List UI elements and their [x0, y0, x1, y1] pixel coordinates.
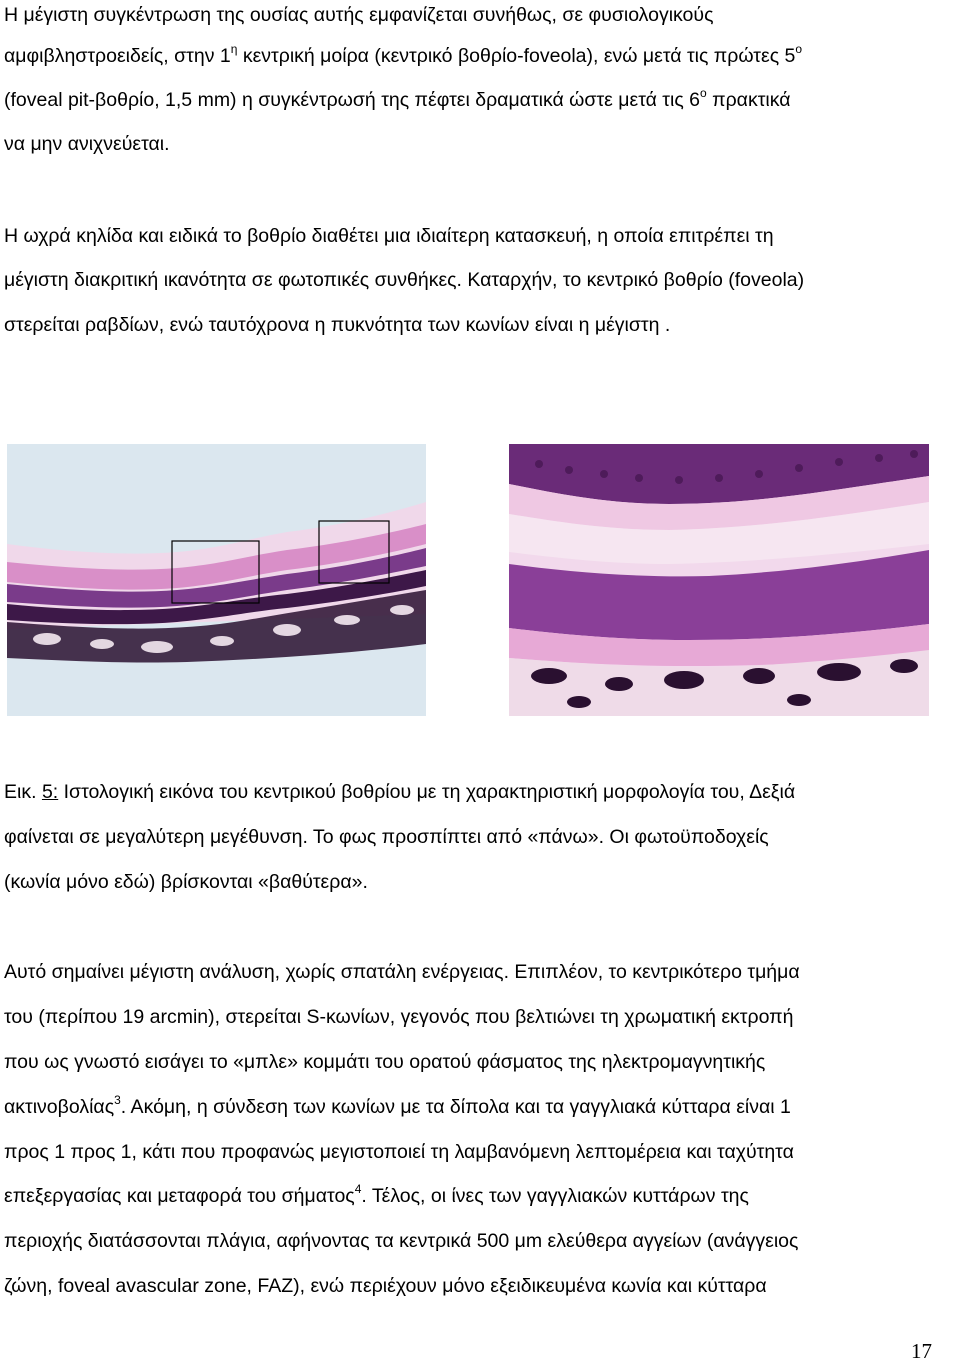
paragraph3-line8: ζώνη, foveal avascular zone, FAZ), ενώ περιέχουν μόνο εξειδικευμένα κωνία και κύτταρα	[4, 1275, 767, 1297]
paragraph1-line4: να μην ανιχνεύεται.	[4, 133, 170, 155]
paragraph3-line4: ακτινοβολίας$^3$. Ακόμη, η σύνδεση των κωνίων με τα δίπολα και τα γαγγλιακά κύτταρα είναι 1	[4, 1093, 791, 1118]
caption-line2: φαίνεται σε μεγαλύτερη μεγέθυνση. Το φως προσπίπτει από «πάνω». Οι φωτοϋποδοχείς	[4, 826, 769, 848]
paragraph3-line2: του (περίπου 19 arcmin), στερείται S-κωνίων, γεγονός που βελτιώνει τη χρωματική εκτροπή	[4, 1006, 794, 1028]
histology-image-low-magnification	[7, 444, 426, 716]
paragraph2-line3: στερείται ραβδίων, ενώ ταυτόχρονα η πυκνότητα των κωνίων είναι η μέγιστη .	[4, 314, 671, 336]
caption-label: Εικ.	[4, 781, 37, 803]
paragraph2-line2: μέγιστη διακριτική ικανότητα σε φωτοπικές συνθήκες. Καταρχήν, το κεντρικό βοθρίο (foveola)	[4, 269, 805, 291]
paragraph3-line6: επεξεργασίας και μεταφορά του σήματος$^4$. Τέλος, οι ίνες των γαγγλιακών κυττάρων της	[4, 1182, 749, 1207]
paragraph3-line1: Αυτό σημαίνει μέγιστη ανάλυση, χωρίς σπατάλη ενέργειας. Επιπλέον, το κεντρικότερο τμήμα	[4, 961, 800, 983]
paragraph3-line3: που ως γνωστό εισάγει το «μπλε» κομμάτι του ορατού φάσματος της ηλεκτρομαγνητικής	[4, 1051, 766, 1073]
page-number: 17	[911, 1339, 932, 1363]
paragraph3-line7: περιοχής διατάσσονται πλάγια, αφήνοντας τα κεντρικά 500 μm ελεύθερα αγγείων (ανάγγειος	[4, 1230, 799, 1252]
paragraph1-line3: (foveal pit-βοθρίο, 1,5 mm) η συγκέντρωσή της πέφτει δραματικά ώστε μετά τις $6^o$ πρακτικά	[4, 86, 791, 111]
paragraph1-line1: Η μέγιστη συγκέντρωση της ουσίας αυτής εμφανίζεται συνήθως, σε φυσιολογικούς	[4, 4, 714, 26]
paragraph1-line2: αμφιβληστροειδείς, στην $1^\eta$ κεντρική μοίρα (κεντρικό βοθρίο-foveola), ενώ μετά τις πρώτες $5^o$	[4, 42, 803, 67]
caption-line3: (κωνία μόνο εδώ) βρίσκονται «βαθύτερα».	[4, 871, 368, 893]
paragraph3-line5: προς 1 προς 1, κάτι που προφανώς μεγιστοποιεί τη λαμβανόμενη λεπτομέρεια και ταχύτητα	[4, 1141, 794, 1163]
caption-number: 5:	[41, 781, 59, 803]
histology-image-high-magnification	[509, 444, 929, 716]
paragraph2-line1: Η ωχρά κηλίδα και ειδικά το βοθρίο διαθέτει μια ιδιαίτερη κατασκευή, η οποία επιτρέπει τη	[4, 225, 774, 247]
caption-line1: Εικ. 5: Ιστολογική εικόνα του κεντρικού βοθρίου με τη χαρακτηριστική μορφολογία του, Δεξιά	[4, 781, 796, 803]
